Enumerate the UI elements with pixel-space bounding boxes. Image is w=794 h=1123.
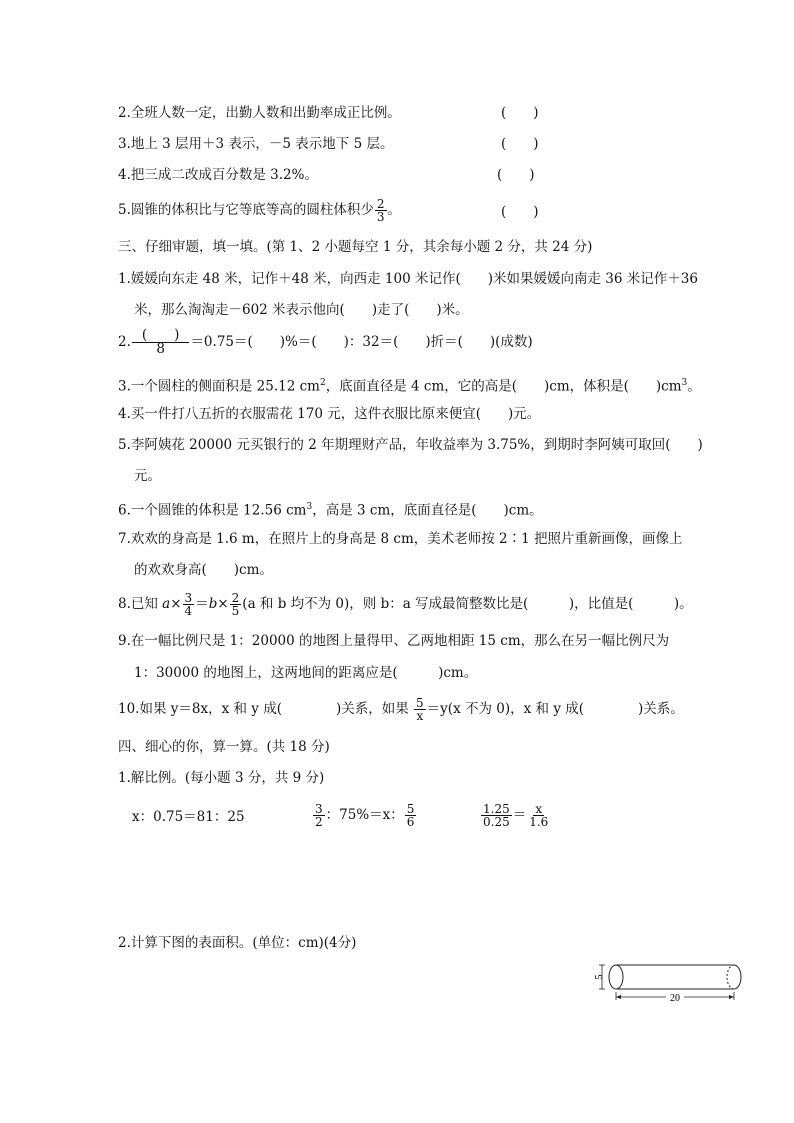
fraction [230,592,242,617]
cylinder-hidden-edge [727,965,734,989]
cylinder-right-base [734,965,741,989]
cylinder-figure [586,958,746,1008]
numerator: x [535,802,543,816]
diameter-label: 5 [594,974,605,980]
judge-text: 3.地上 3 层用＋3 表示，－5 表示地下 5 层。 [118,136,394,152]
q3-5-line2: 元。 [134,468,161,484]
eq-text: ：75%＝x： [325,807,404,823]
numerator: 3 [315,802,323,816]
q3-7-line2: 的欢欢身高( )cm。 [134,562,273,578]
denominator: x [416,709,424,723]
q-number: 2. [118,334,131,350]
fraction [527,803,550,828]
q-text: 6.一个圆锥的体积是 12.56 cm [118,502,307,519]
denominator: 5 [231,604,240,618]
numerator: 2 [231,591,240,605]
fraction [405,803,417,828]
q-text: 10.如果 y＝8x，x 和 y 成( )关系，如果 [118,701,414,717]
q3-3 [118,374,701,396]
fraction [375,198,387,223]
q-text: 3.一个圆柱的侧面积是 25.12 cm [118,378,320,395]
section-4-title: 四、细心的你，算一算。(共 18 分) [118,739,330,755]
answer-paren[interactable]: ( ) [497,167,535,183]
operator: × [217,596,229,612]
q3-7-line1: 7.欢欢的身高是 1.6 m，在照片上的身高是 8 cm，美术老师按 2∶1 把照片重新画像，画像上 [118,531,683,547]
q3-1-line1: 1.媛媛向东走 48 米，记作＋48 米，向西走 100 米记作( )米如果媛媛向南走 36 米记作＋36 [118,271,698,287]
superscript: 2 [319,378,326,388]
variable: b [208,596,218,612]
numerator-blank[interactable]: ( ) [132,329,190,343]
answer-paren[interactable]: ( ) [501,136,539,152]
judge-item-4 [118,166,318,184]
denominator: 1.6 [529,815,549,829]
fraction [414,697,426,722]
q-text: ＝y(x 不为 0)，x 和 y 成( )关系。 [426,701,684,717]
numerator: 5 [416,696,424,710]
denominator: 3 [376,210,385,224]
fraction [481,803,512,828]
equation-3 [480,795,551,835]
q-text: 8.已知 [118,596,163,612]
q3-6 [118,498,543,520]
denominator: 4 [184,604,193,618]
answer-paren[interactable]: ( ) [501,204,539,220]
arrow-left-icon [616,995,621,999]
arrow-right-icon [729,995,734,999]
denominator: 2 [315,815,323,829]
judge-text: 4.把三成二改成百分数是 3.2%。 [118,167,318,183]
q-text: ＝0.75＝( )%＝( )：32＝( )折＝( )(成数) [190,334,533,350]
fraction [132,329,190,356]
q3-9-line1: 9.在一幅比例尺是 1：20000 的地图上量得甲、乙两地相距 15 cm，那么在另一幅比例尺为 [118,633,670,649]
judge-item-2 [118,104,401,122]
equation-2 [312,795,417,835]
denominator: 0.25 [483,815,510,829]
judge-item-5 [118,193,401,227]
numerator: 5 [406,802,415,816]
judge-text: 2.全班人数一定，出勤人数和出勤率成正比例。 [118,105,401,121]
cylinder-left-base [609,965,623,989]
length-label: 20 [670,993,680,1004]
q3-2 [118,324,533,360]
operator: × [170,596,182,612]
denominator: 6 [406,815,415,829]
judge-item-3 [118,135,393,153]
q3-10 [118,689,684,729]
sub-question-2: 2.计算下图的表面积。(单位：cm)(4分) [118,935,357,951]
section-3-title: 三、仔细审题，填一填。(第 1、2 小题每空 1 分，其余每小题 2 分，共 24 分) [118,239,593,255]
q3-1-line2: 米，那么淘淘走－602 米表示他向( )走了( )米。 [134,302,469,318]
denominator: 8 [156,341,165,357]
q-text: ，高是 3 cm，底面直径是( )cm。 [312,502,543,519]
q3-9-line2: 1：30000 的地图上，这两地间的距离应是( )cm。 [134,665,478,681]
numerator: 3 [184,591,193,605]
variable: a [162,596,171,612]
numerator: 1.25 [483,802,510,816]
sub-question-1: 1.解比例。(每小题 3 分，共 9 分) [118,770,325,786]
q3-4: 4.买一件打八五折的衣服需花 170 元，这件衣服比原来便宜( )元。 [118,406,541,422]
operator: ＝ [512,807,527,823]
judge-text: 。 [387,202,402,218]
superscript: 3 [306,502,313,512]
fraction [313,803,325,828]
q3-5-line1: 5.李阿姨花 20000 元买银行的 2 年期理财产品，年收益率为 3.75%，到期时李阿姨可取回( ) [118,437,703,453]
numerator: 2 [376,197,385,211]
q-text: (a 和 b 均不为 0)，则 b：a 写成最简整数比是( )，比值是( )。 [242,596,693,612]
q3-8 [118,584,693,624]
q-text: ，底面直径是 4 cm，它的高是( )cm，体积是( )cm [325,378,682,395]
judge-text: 5.圆锥的体积比与它等底等高的圆柱体积少 [118,202,374,218]
superscript: 3 [681,378,688,388]
fraction [183,592,195,617]
answer-paren[interactable]: ( ) [501,105,539,121]
equation-1: x：0.75＝81：25 [132,809,245,825]
operator: ＝ [195,596,209,612]
q-text: 。 [687,378,701,395]
